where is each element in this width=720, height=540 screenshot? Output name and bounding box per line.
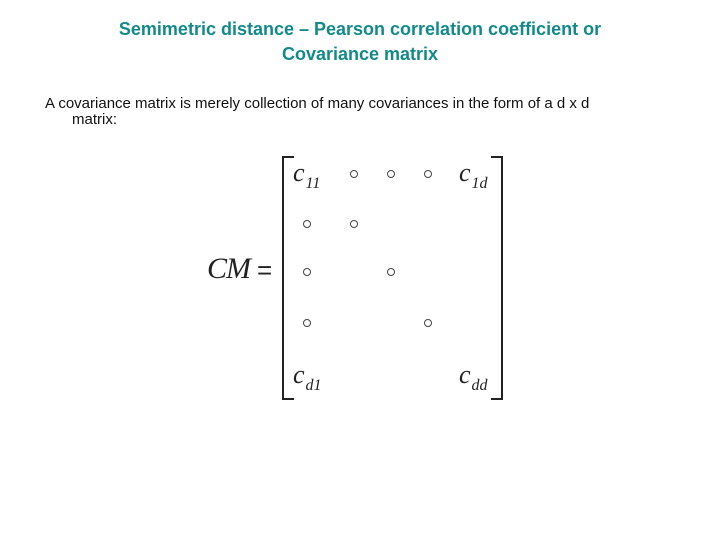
entry-base: c	[293, 360, 305, 389]
slide-title	[40, 17, 680, 67]
body-line-1: A covariance matrix is merely collection of many covariances in the form of a d x d	[45, 95, 590, 112]
entry-subscript: 11	[305, 175, 321, 192]
entry-base: c	[459, 360, 471, 389]
hollow-circle-icon	[387, 268, 395, 276]
hollow-circle-icon	[303, 268, 311, 276]
covariance-matrix-equation	[195, 150, 525, 410]
hollow-circle-icon	[350, 220, 358, 228]
matrix-entry-cd1	[293, 360, 322, 395]
right-bracket	[491, 156, 503, 400]
hollow-circle-icon	[424, 170, 432, 178]
body-text	[45, 96, 665, 128]
title-line-1: Semimetric distance – Pearson correlation coefficient or	[118, 19, 602, 39]
entry-subscript: d1	[305, 377, 322, 394]
hollow-circle-icon	[424, 319, 432, 327]
entry-subscript: 1d	[471, 175, 488, 192]
hollow-circle-icon	[303, 220, 311, 228]
body-line-2: matrix:	[72, 111, 117, 128]
matrix-entry-c1d	[459, 158, 488, 193]
equals-sign: =	[257, 255, 273, 285]
matrix-lhs-label: CM	[207, 252, 250, 285]
entry-base: c	[459, 158, 471, 187]
matrix-entry-c11	[293, 158, 320, 193]
matrix-entry-cdd	[459, 360, 488, 395]
hollow-circle-icon	[350, 170, 358, 178]
hollow-circle-icon	[303, 319, 311, 327]
hollow-circle-icon	[387, 170, 395, 178]
entry-subscript: dd	[471, 377, 488, 394]
entry-base: c	[293, 158, 305, 187]
title-line-2: Covariance matrix	[281, 44, 439, 64]
